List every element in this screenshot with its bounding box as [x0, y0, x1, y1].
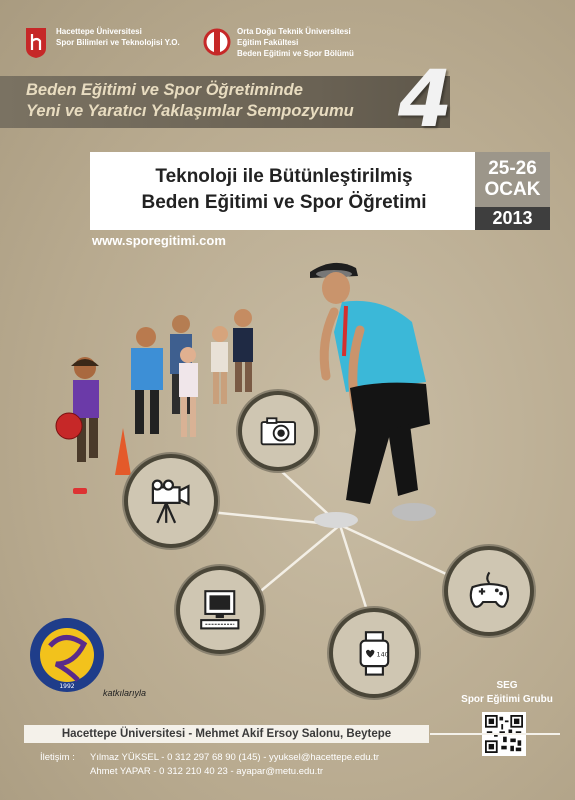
- odtu-name: Orta Doğu Teknik Üniversitesi: [237, 27, 351, 36]
- date-days: 25-26: [488, 158, 537, 179]
- seg-title: SEG: [496, 680, 518, 691]
- camera-icon: [256, 409, 301, 454]
- camera-circle: [242, 395, 314, 467]
- heart-rate-watch-circle: [333, 612, 415, 694]
- computer-icon: [195, 585, 245, 635]
- main-title-line1: Teknoloji ile Bütünleştirilmiş: [155, 166, 413, 187]
- date-month: OCAK: [484, 179, 541, 200]
- contribution-note: katkılarıyla: [103, 688, 147, 698]
- symposium-number: 4: [398, 55, 453, 145]
- child-figure: [131, 327, 163, 434]
- traffic-cone: [115, 428, 131, 475]
- hacettepe-name: Hacettepe Üniversitesi: [56, 27, 142, 36]
- computer-circle: [180, 570, 260, 650]
- odtu-faculty: Eğitim Fakültesi: [237, 38, 299, 47]
- video-camera-icon: [144, 474, 197, 527]
- hacettepe-school: Spor Bilimleri ve Teknolojisi Y.O.: [56, 38, 180, 47]
- website-link[interactable]: www.sporegitimi.com: [92, 233, 226, 248]
- seg-subtitle: Spor Eğitimi Grubu: [461, 694, 553, 705]
- odtu-department: Beden Eğitimi ve Spor Bölümü: [237, 49, 354, 58]
- heart-rate-watch-icon: [349, 628, 400, 679]
- spor-bilimleri-dernegi-logo-icon: [28, 616, 106, 694]
- watch-readout: 140: [376, 651, 389, 659]
- child-figure: [211, 326, 228, 404]
- venue-text: Hacettepe Üniversitesi - Mehmet Akif Ersoy Salonu, Beytepe: [61, 728, 392, 740]
- main-title-line2: Beden Eğitimi ve Spor Öğretimi: [141, 192, 427, 213]
- contact-line-1: Yılmaz YÜKSEL - 0 312 297 68 90 (145) - yyuksel@hacettepe.edu.tr: [90, 752, 379, 763]
- contact-label: İletişim :: [40, 752, 75, 763]
- date-year: 2013: [475, 207, 550, 230]
- venue-divider: [430, 733, 560, 735]
- video-camera-circle: [128, 458, 214, 544]
- symposium-title-line1: Beden Eğitimi ve Spor Öğretiminde: [26, 81, 303, 99]
- contact-line-2: Ahmet YAPAR - 0 312 210 40 23 - ayapar@metu.edu.tr: [90, 766, 324, 777]
- symposium-title-line2: Yeni ve Yaratıcı Yaklaşımlar Sempozyumu: [26, 102, 354, 120]
- coach-figure-illustration: [290, 240, 460, 530]
- game-controller-icon: [464, 566, 515, 617]
- sbd-logo-year: 1992: [59, 683, 75, 690]
- game-controller-circle: [448, 550, 530, 632]
- contact-info: [40, 751, 379, 779]
- child-figure: [233, 309, 253, 392]
- child-with-ball-figure: [56, 357, 99, 494]
